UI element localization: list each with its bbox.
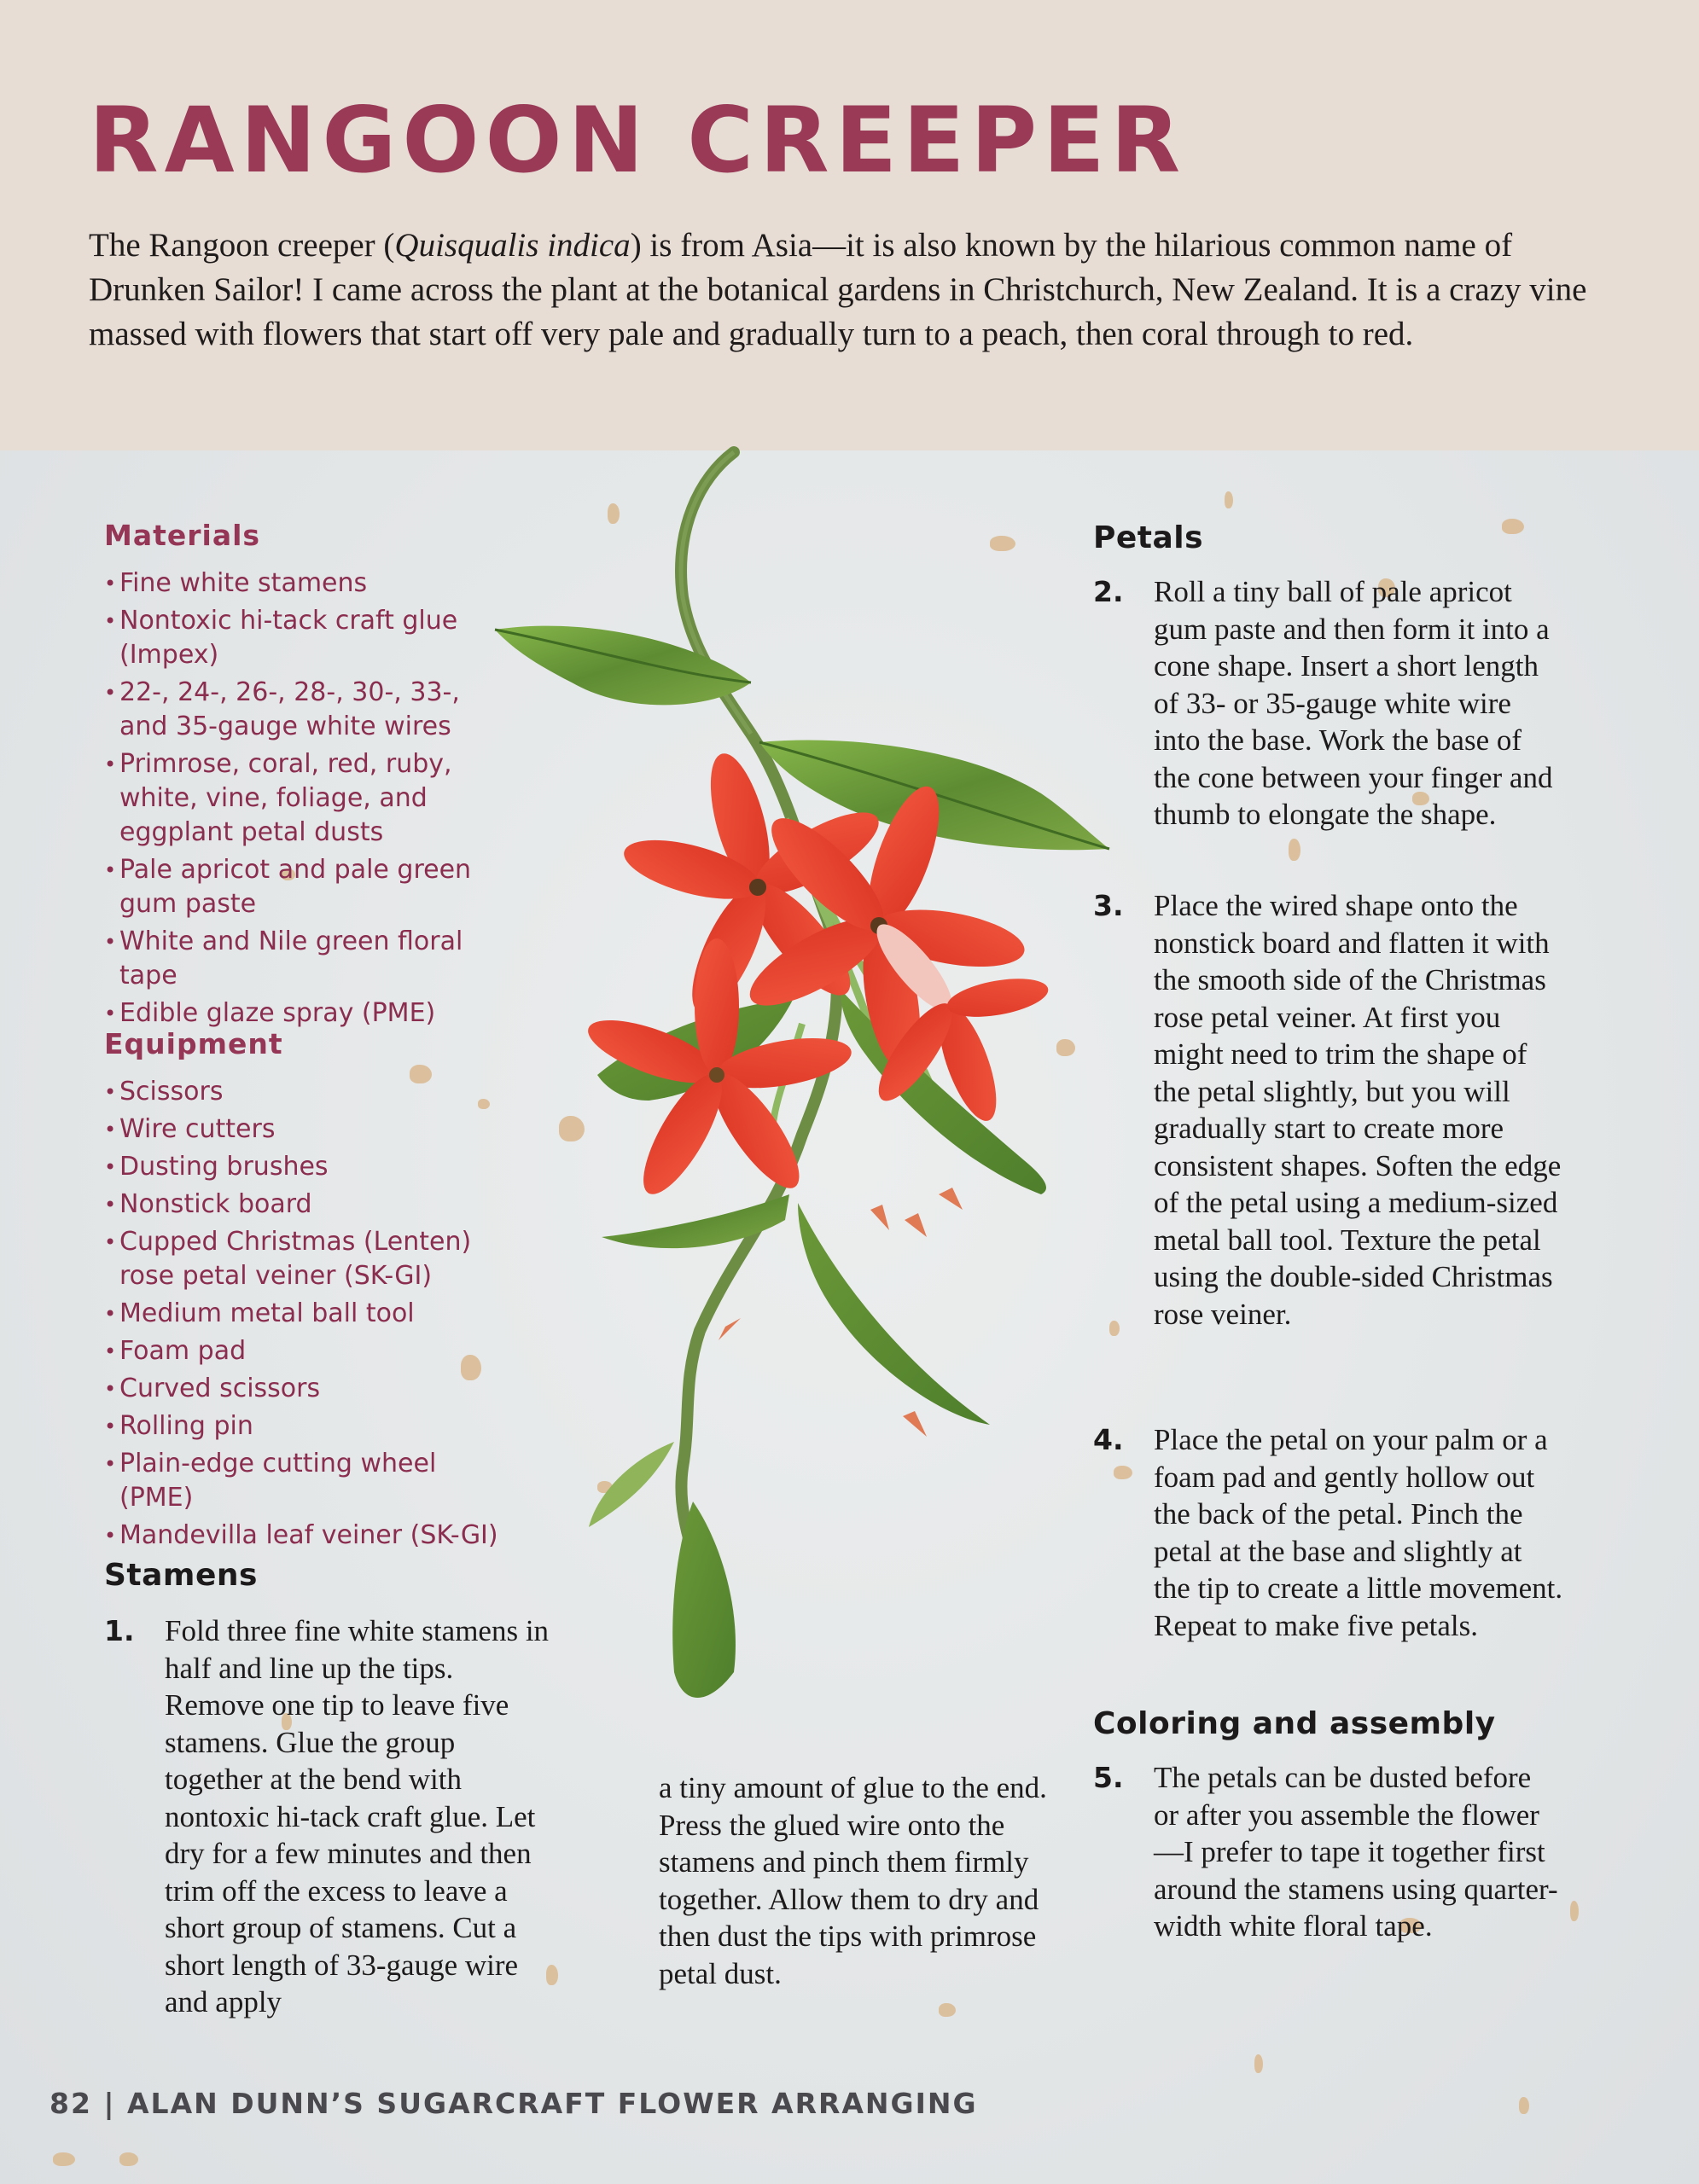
footer-separator: | — [103, 2087, 116, 2120]
botanical-name: Quisqualis indica — [394, 227, 631, 264]
step-1-continuation: a tiny amount of glue to the end. Press the glued wire onto the stamens and pinch them firmly together. Allow them to dry and then dust the tips with primrose petal dust. — [659, 1771, 1047, 1990]
page-number: 82 — [49, 2087, 92, 2120]
equipment-item: • Cupped Christmas (Lenten) rose petal veiner (SK-GI) — [104, 1225, 514, 1293]
step-2 — [1093, 573, 1571, 880]
step-5 — [1093, 1759, 1571, 1989]
equipment-item: • Mandevilla leaf veiner (SK-GI) — [104, 1519, 514, 1553]
step-number: 1. — [104, 1614, 135, 1647]
step-number: 3. — [1093, 889, 1124, 922]
step-text: Fold three fine white stamens in half and line up the tips. Remove one tip to leave five stamens. Glue the group together at the bend with nontoxic hi-tack craft glue. Let dry for a few minutes and then trim off the excess to leave a short group of stamens. Cut a short length of 33-gauge wire and apply — [165, 1614, 550, 2018]
equipment-item: • Rolling pin — [104, 1409, 514, 1443]
step-number: 5. — [1093, 1761, 1124, 1794]
equipment-item: • Scissors — [104, 1075, 514, 1109]
step-3 — [1093, 887, 1571, 1416]
materials-heading: Materials — [104, 519, 261, 552]
equipment-item: • Nonstick board — [104, 1188, 514, 1222]
materials-item: • Pale apricot and pale green gum paste — [104, 853, 514, 921]
step-number: 2. — [1093, 575, 1124, 608]
leaves — [495, 626, 1109, 1698]
materials-item: • Edible glaze spray (PME) — [104, 996, 514, 1031]
book-title: ALAN DUNN’S SUGARCRAFT FLOWER ARRANGING — [127, 2087, 978, 2120]
page-footer — [49, 2087, 978, 2120]
materials-item: • 22-, 24-, 26-, 28-, 30-, 33-, and 35-gauge white wires — [104, 676, 514, 744]
intro-text-rest: ) is from Asia—it is also known by the hilarious common name of Drunken Sailor! I came across the plant at the botanical gardens in Christchurch, New Zealand. It is a crazy vine massed with flowers that start off very pale and gradually turn to a peach, then coral through to red. — [89, 227, 1587, 352]
step-4 — [1093, 1421, 1571, 1686]
materials-list — [104, 566, 514, 1034]
step-text: Place the wired shape onto the nonstick board and flatten it with the smooth side of the Christmas rose petal veiner. At first you might need to trim the shape of the petal slightly, but you will gradually start to create more consistent shapes. Soften the edge of the petal using a medium-sized metal ball tool. Texture the petal using the double-sided Christmas rose veiner. — [1154, 889, 1562, 1331]
stamens-heading: Stamens — [104, 1558, 258, 1593]
materials-item: • Nontoxic hi-tack craft glue (Impex) — [104, 604, 514, 672]
materials-item: • Fine white stamens — [104, 566, 514, 601]
equipment-item: • Dusting brushes — [104, 1150, 514, 1184]
step-1 — [104, 1612, 565, 2022]
materials-item: • White and Nile green floral tape — [104, 925, 514, 993]
coloring-heading: Coloring and assembly — [1093, 1706, 1496, 1741]
equipment-item: • Plain-edge cutting wheel (PME) — [104, 1447, 514, 1515]
page-title: RANGOON CREEPER — [89, 88, 1187, 193]
equipment-item: • Curved scissors — [104, 1372, 514, 1406]
equipment-list — [104, 1075, 514, 1556]
equipment-item: • Medium metal ball tool — [104, 1297, 514, 1331]
step-number: 4. — [1093, 1423, 1124, 1456]
step-text: The petals can be dusted before or after you assemble the flower—I prefer to tape it together first around the stamens using quarter-width white floral tape. — [1154, 1761, 1558, 1943]
petals-heading: Petals — [1093, 520, 1204, 555]
step-text: Roll a tiny ball of pale apricot gum paste and then form it into a cone shape. Insert a short length of 33- or 35-gauge white wire into the base. Work the base of the cone between your finger and thumb to elongate the shape. — [1154, 575, 1553, 831]
step-text: Place the petal on your palm or a foam pad and gently hollow out the back of the petal. Pinch the petal at the base and slightly at the tip to create a little movement. Repeat to make five petals. — [1154, 1423, 1563, 1642]
equipment-item: • Wire cutters — [104, 1112, 514, 1147]
materials-item: • Primrose, coral, red, ruby, white, vine, foliage, and eggplant petal dusts — [104, 747, 514, 850]
equipment-item: • Foam pad — [104, 1334, 514, 1368]
equipment-heading: Equipment — [104, 1027, 283, 1060]
intro-text-start: The Rangoon creeper ( — [89, 227, 395, 264]
